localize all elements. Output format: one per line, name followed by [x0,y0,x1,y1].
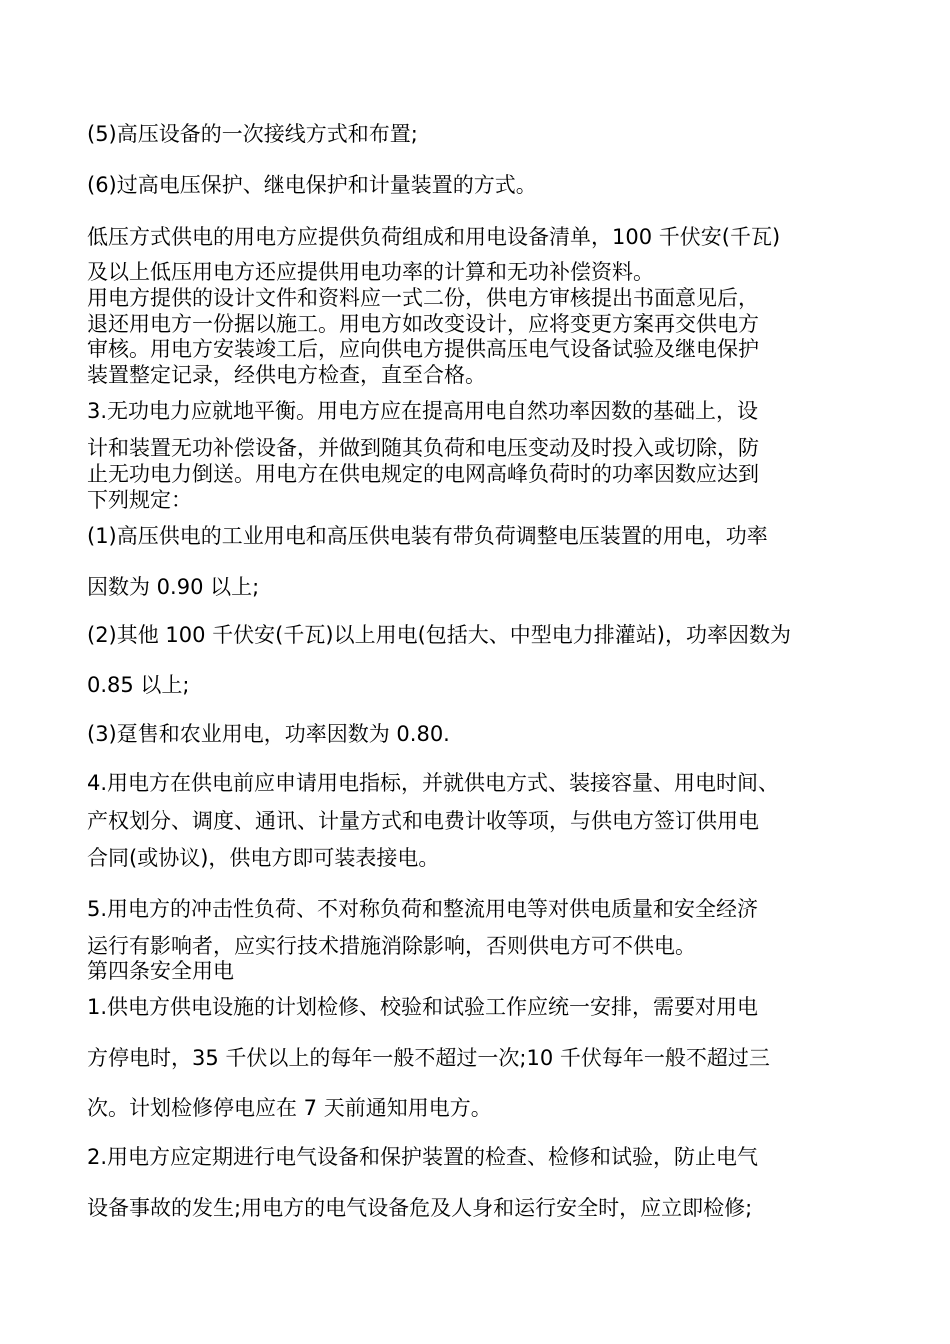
text-line: (2)其他 100 千伏安(千瓦)以上用电(包括大、中型电力排灌站)，功率因数为 [87,623,791,647]
text-line: 低压方式供电的用电方应提供负荷组成和用电设备清单，100 千伏安(千瓦) [87,225,781,249]
text-line: 3.无功电力应就地平衡。用电方应在提高用电自然功率因数的基础上，设 [87,399,759,423]
text-line: (1)高压供电的工业用电和高压供电装有带负荷调整电压装置的用电，功率 [87,524,768,548]
text-line: 1.供电方供电设施的计划检修、校验和试验工作应统一安排，需要对用电 [87,995,759,1019]
text-line: 止无功电力倒送。用电方在供电规定的电网高峰负荷时的功率因数应达到 [87,462,759,486]
text-line: 用电方提供的设计文件和资料应一式二份，供电方审核提出书面意见后， [87,286,759,310]
section-heading: 第四条安全用电 [87,959,234,983]
text-line: 4.用电方在供电前应申请用电指标，并就供电方式、装接容量、用电时间、 [87,771,780,795]
text-line: 合同(或协议)，供电方即可装表接电。 [87,846,440,870]
text-line: 设备事故的发生;用电方的电气设备危及人身和运行安全时，应立即检修; [87,1196,753,1220]
text-line: 装置整定记录，经供电方检查，直至合格。 [87,363,486,387]
text-line: (6)过高电压保护、继电保护和计量装置的方式。 [87,173,537,197]
text-line: 审核。用电方安装竣工后，应向供电方提供高压电气设备试验及继电保护 [87,337,759,361]
text-line: 次。计划检修停电应在 7 天前通知用电方。 [87,1096,492,1120]
text-line: 计和装置无功补偿设备，并做到随其负荷和电压变动及时投入或切除，防 [87,436,759,460]
text-line: (3)趸售和农业用电，功率因数为 0.80. [87,722,450,746]
text-line: 及以上低压用电方还应提供用电功率的计算和无功补偿资料。 [87,260,654,284]
text-line: 方停电时，35 千伏以上的每年一般不超过一次;10 千伏每年一般不超过三 [87,1046,770,1070]
text-line: 因数为 0.90 以上; [87,575,260,599]
text-line: (5)高压设备的一次接线方式和布置; [87,122,418,146]
text-line: 产权划分、调度、通讯、计量方式和电费计收等项，与供电方签订供用电 [87,809,759,833]
text-line: 下列规定： [87,488,192,512]
text-line: 退还用电方一份据以施工。用电方如改变设计，应将变更方案再交供电方 [87,312,759,336]
text-line: 2.用电方应定期进行电气设备和保护装置的检查、检修和试验，防止电气 [87,1145,759,1169]
text-line: 运行有影响者，应实行技术措施消除影响，否则供电方可不供电。 [87,934,696,958]
text-line: 5.用电方的冲击性负荷、不对称负荷和整流用电等对供电质量和安全经济 [87,897,759,921]
text-line: 0.85 以上; [87,673,190,697]
